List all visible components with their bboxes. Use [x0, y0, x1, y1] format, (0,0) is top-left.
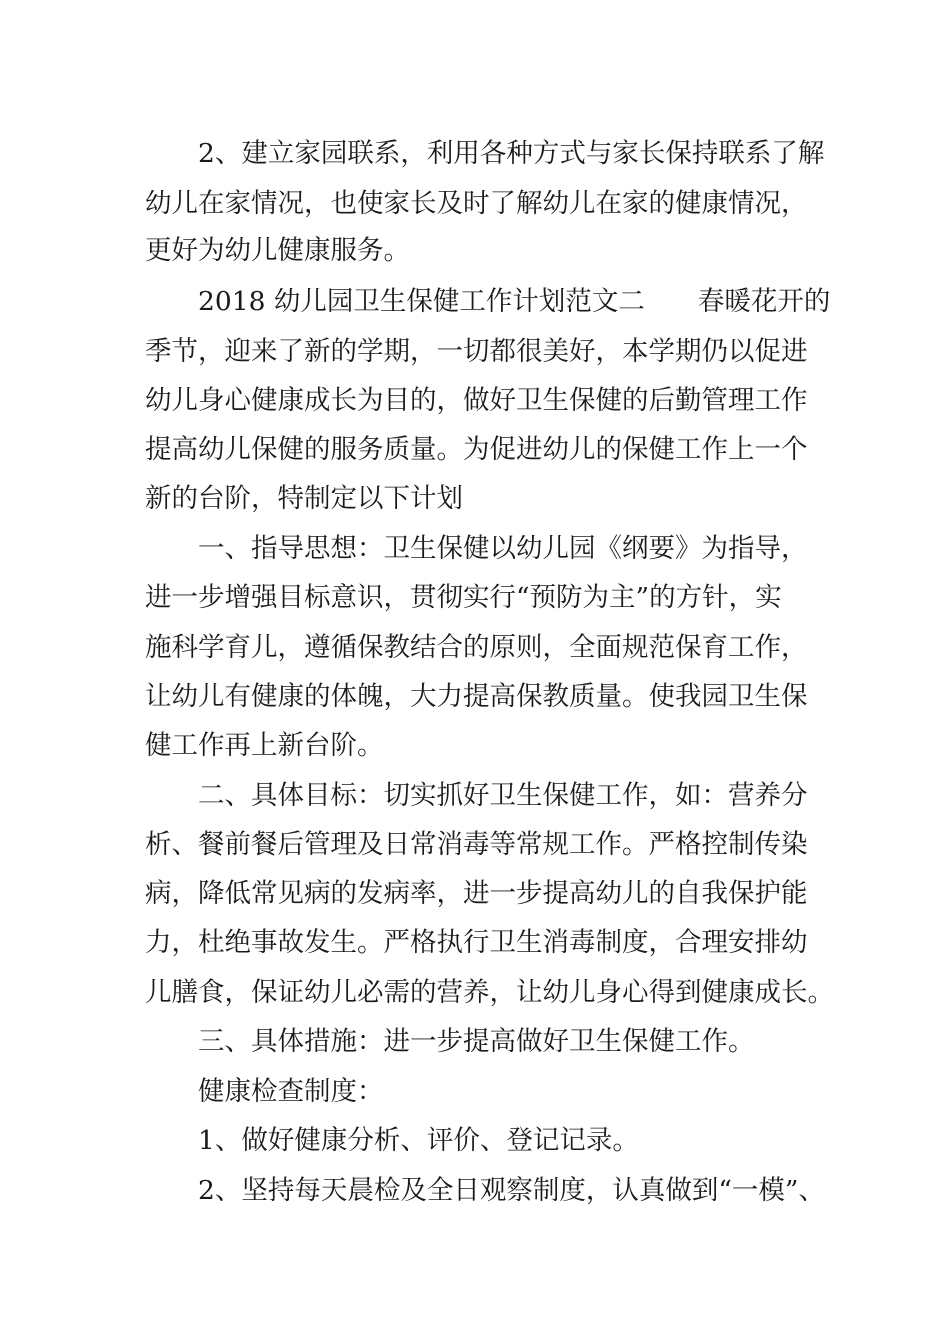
- text-line: 幼儿在家情况，也使家长及时了解幼儿在家的健康情况，: [145, 188, 808, 219]
- text-line: 健工作再上新台阶。: [145, 730, 384, 761]
- text-line: 更好为幼儿健康服务。: [145, 235, 410, 266]
- text-line: 2018 幼儿园卫生保健工作计划范文二 春暖花开的: [198, 286, 831, 317]
- text-line: 析、餐前餐后管理及日常消毒等常规工作。严格控制传染: [145, 829, 808, 860]
- text-line: 健康检查制度：: [198, 1076, 384, 1107]
- text-line: 施科学育儿，遵循保教结合的原则，全面规范保育工作，: [145, 632, 808, 663]
- text-line: 2、建立家园联系，利用各种方式与家长保持联系了解: [198, 138, 825, 169]
- text-line: 力，杜绝事故发生。严格执行卫生消毒制度，合理安排幼: [145, 927, 808, 958]
- text-line: 让幼儿有健康的体魄，大力提高保教质量。使我园卫生保: [145, 681, 808, 712]
- text-line: 新的台阶，特制定以下计划: [145, 483, 463, 514]
- text-line: 提高幼儿保健的服务质量。为促进幼儿的保健工作上一个: [145, 434, 808, 465]
- text-line: 1、做好健康分析、评价、登记记录。: [198, 1125, 639, 1156]
- text-line: 进一步增强目标意识，贯彻实行“预防为主”的方针，实: [145, 582, 782, 613]
- text-line: 三、具体措施：进一步提高做好卫生保健工作。: [198, 1026, 755, 1057]
- text-line: 2、坚持每天晨检及全日观察制度，认真做到“一模”、: [198, 1175, 825, 1206]
- text-line: 幼儿身心健康成长为目的，做好卫生保健的后勤管理工作: [145, 385, 808, 416]
- text-line: 儿膳食，保证幼儿必需的营养，让幼儿身心得到健康成长。: [145, 977, 834, 1008]
- text-line: 季节，迎来了新的学期，一切都很美好，本学期仍以促进: [145, 336, 808, 367]
- text-line: 病，降低常见病的发病率，进一步提高幼儿的自我保护能: [145, 878, 808, 909]
- text-line: 一、指导思想：卫生保健以幼儿园《纲要》为指导，: [198, 533, 808, 564]
- text-line: 二、具体目标：切实抓好卫生保健工作，如：营养分: [198, 780, 808, 811]
